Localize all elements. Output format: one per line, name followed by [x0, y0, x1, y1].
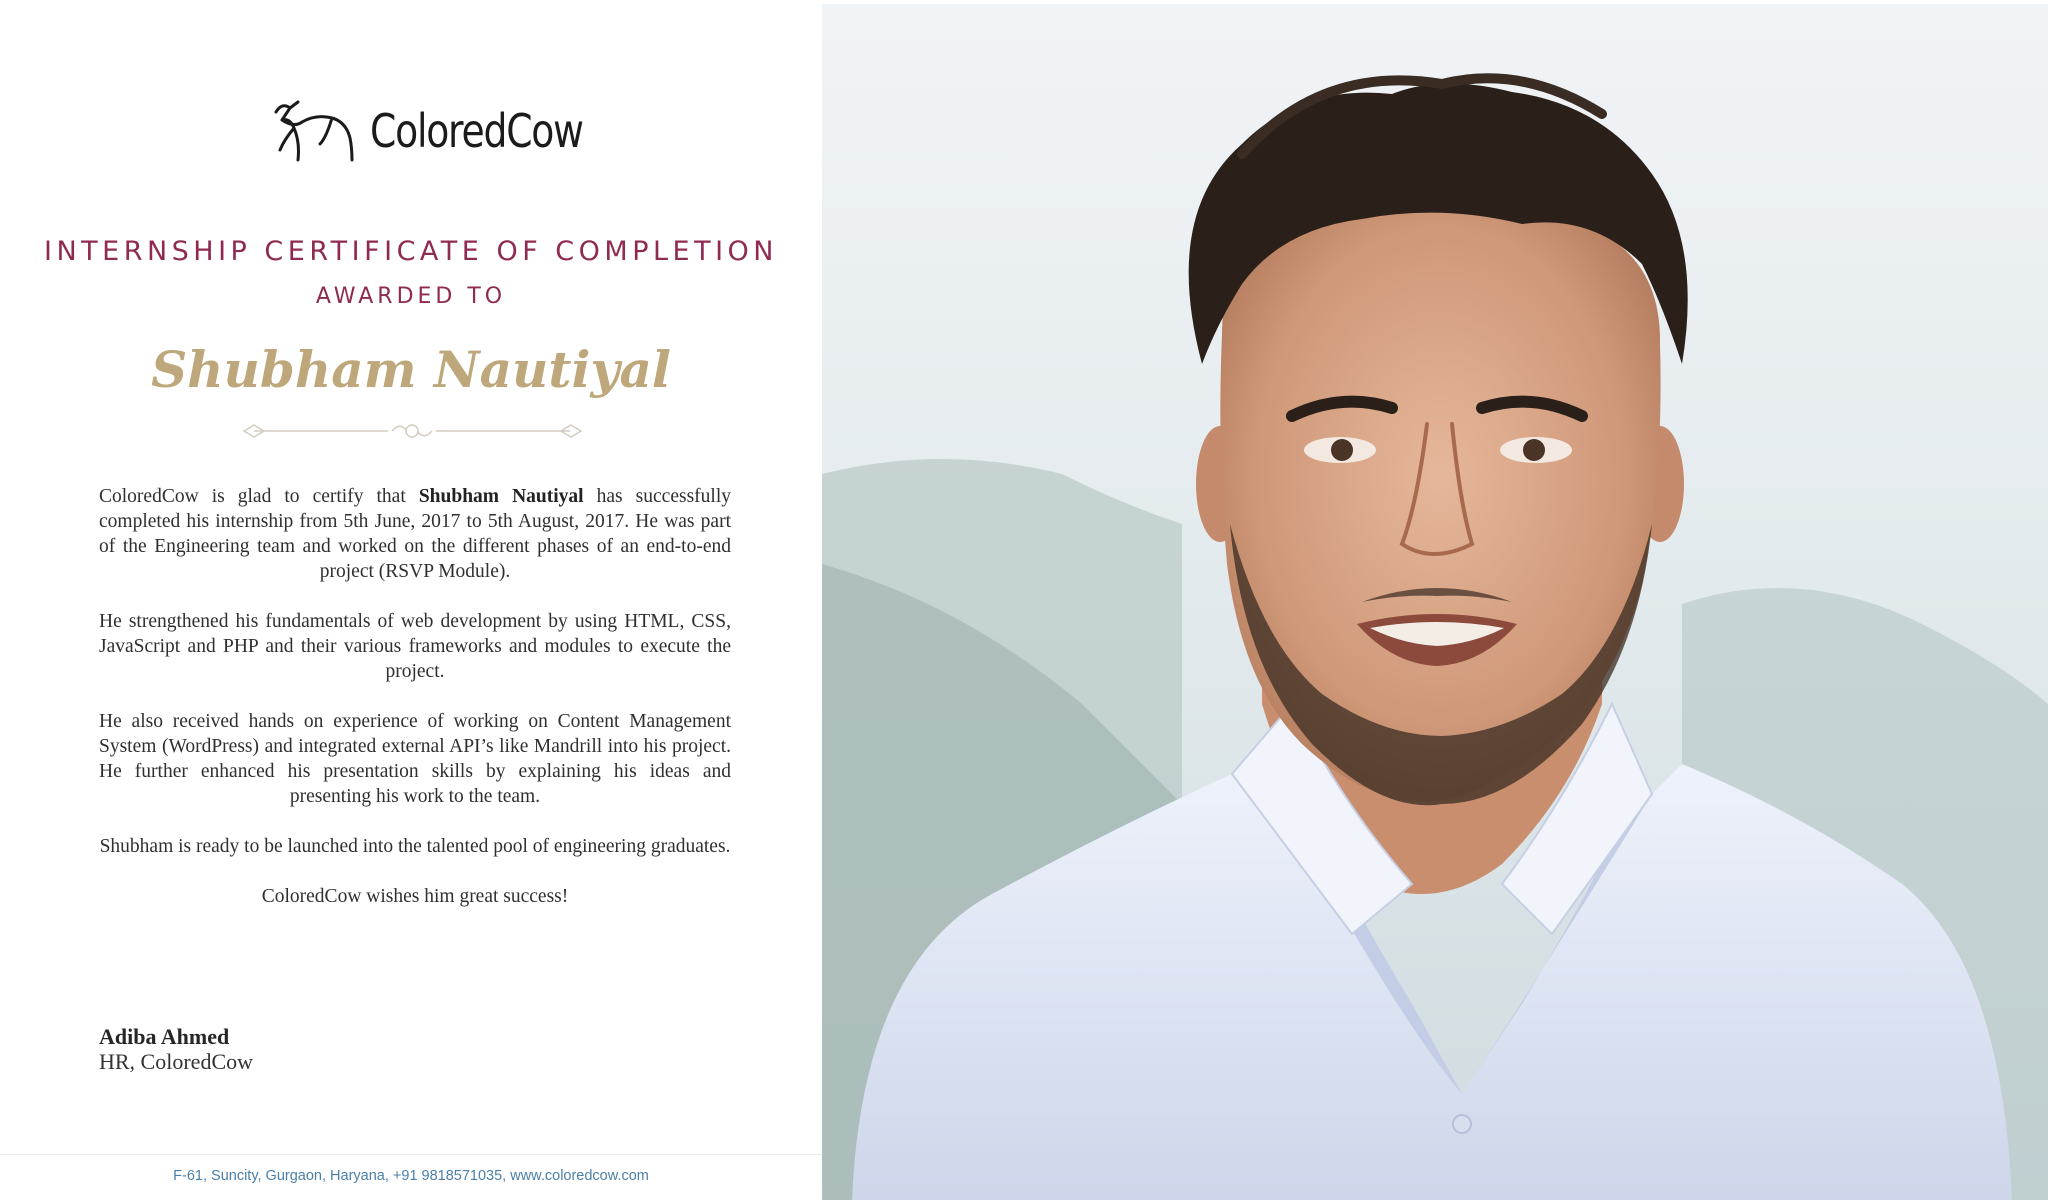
signatory-name: Adiba Ahmed — [99, 1024, 230, 1049]
intro-text-rest: has successfully completed his internship from 5th June, 2017 to 5th August, 2017. He was part of the Engineering team and worked on the different phases of an end-to-end project (RSVP Module). — [99, 486, 731, 582]
certificate-title: INTERNSHIP CERTIFICATE OF COMPLETION — [43, 236, 778, 267]
intro-text: ColoredCow is glad to certify that — [99, 486, 419, 507]
ornamental-divider — [240, 418, 585, 444]
signatory-role: HR, ColoredCow — [99, 1049, 253, 1074]
recipient-photo — [822, 4, 2048, 1200]
logo-wordmark: ColoredCow — [370, 104, 583, 158]
paragraph-readiness: Shubham is ready to be launched into the talented pool of engineering graduates. — [99, 836, 731, 857]
footer-divider — [0, 1154, 822, 1155]
paragraph-skills: He strengthened his fundamentals of web development by using HTML, CSS, JavaScript and PHP and their various frameworks and modules to execute the project. — [99, 611, 731, 682]
coloredcow-logo — [272, 96, 629, 166]
intro-recipient-name: Shubham Nautiyal — [418, 486, 584, 507]
paragraph-experience: He also received hands on experience of working on Content Management System (WordPress) and integrated external API’s like Mandrill into his project. He further enhanced his presentation skills by explaining his ideas and presenting his work to the team. — [99, 711, 731, 807]
recipient-name: Shubham Nautiyal — [151, 340, 671, 399]
footer-contact: F-61, Suncity, Gurgaon, Haryana, +91 9818571035, www.coloredcow.com — [173, 1168, 649, 1184]
paragraph-wishes: ColoredCow wishes him great success! — [261, 886, 569, 907]
certificate-subtitle: AWARDED TO — [315, 284, 507, 309]
certificate-panel — [0, 0, 822, 1200]
paragraph-intro — [99, 484, 731, 584]
cow-outline-icon — [272, 98, 362, 164]
certificate-body — [99, 484, 731, 934]
